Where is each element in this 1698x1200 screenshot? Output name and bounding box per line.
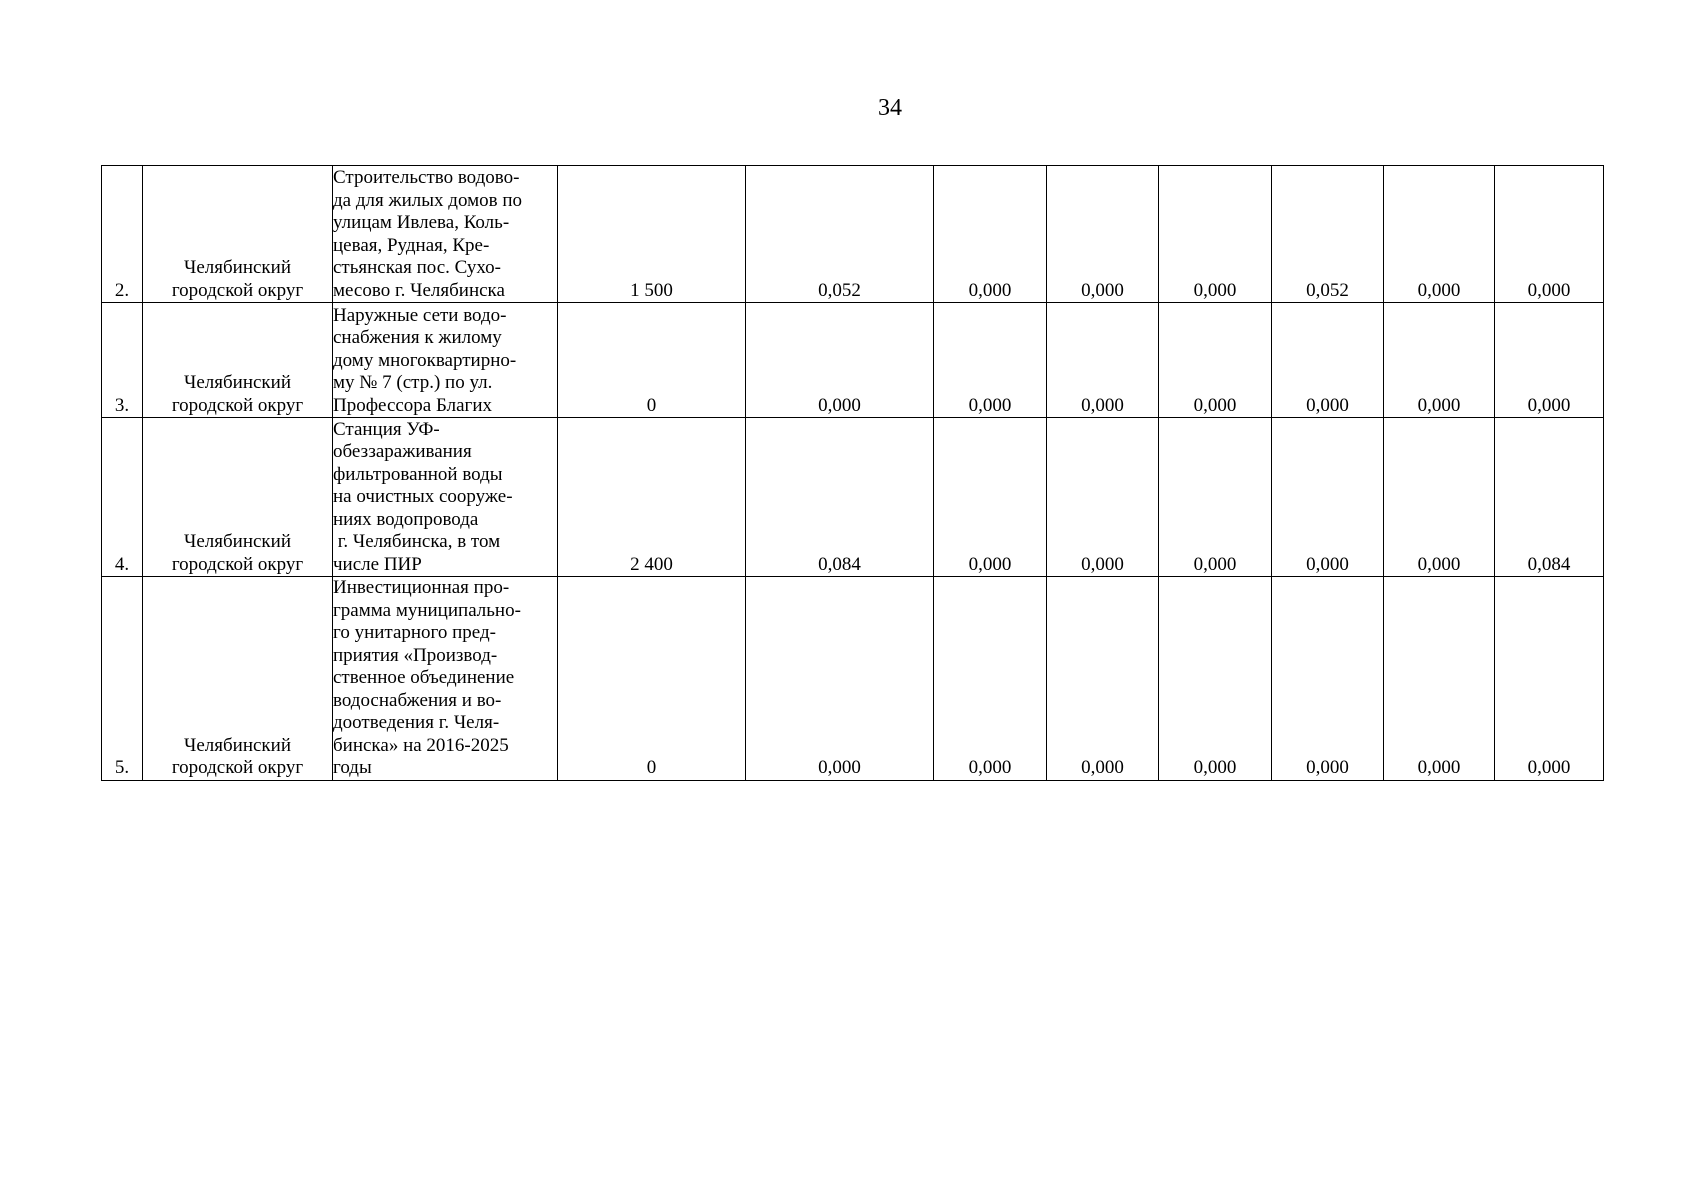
description-line: фильтрованной воды: [333, 463, 503, 485]
description-line: цевая, Рудная, Кре-: [333, 234, 490, 256]
description-line: го унитарного пред-: [333, 622, 496, 643]
value-cell: 0,052: [1272, 166, 1384, 303]
value-cell: 0,052: [746, 166, 934, 303]
description-line: месово г. Челябинска: [333, 279, 505, 301]
value-cell: 2 400: [558, 418, 746, 577]
table-row: [102, 303, 1604, 418]
description-line: ственное объединение: [333, 667, 515, 688]
description-line: дому многоквартирно-: [333, 349, 517, 371]
value-cell: 0,000: [746, 577, 934, 781]
value-cell: 0,084: [746, 418, 934, 577]
value-cell: 0,000: [1272, 418, 1384, 577]
value-cell: 0,000: [1047, 577, 1159, 781]
value-cell: 0,000: [1159, 303, 1272, 418]
row-index: 5.: [102, 577, 143, 781]
description-cell: [333, 303, 558, 418]
description-line: улицам Ивлева, Коль-: [333, 212, 510, 233]
description-line: стьянская пос. Сухо-: [333, 257, 501, 278]
value-cell: 0,000: [1047, 418, 1159, 577]
value-cell: 0,000: [1384, 418, 1495, 577]
region-cell: Челябинский городской округ: [143, 418, 333, 577]
investment-table: [101, 165, 1604, 781]
value-cell: 0,000: [1047, 303, 1159, 418]
table-row: [102, 166, 1604, 303]
value-cell: 0: [558, 577, 746, 781]
value-cell: 0,000: [1384, 577, 1495, 781]
description-line: да для жилых домов по: [333, 189, 522, 211]
description-line: обеззараживания: [333, 441, 472, 462]
page-number: 34: [878, 95, 902, 121]
description-line: ниях водопровода: [333, 508, 479, 530]
region-cell: Челябинский городской округ: [143, 577, 333, 781]
description-line: Станция УФ-: [333, 418, 440, 440]
value-cell: 0,000: [934, 166, 1047, 303]
value-cell: 0,000: [746, 303, 934, 418]
description-line: г. Челябинска, в том: [333, 531, 501, 552]
description-line: водоснабжения и во-: [333, 689, 502, 711]
description-line: Инвестиционная про-: [333, 577, 510, 598]
description-line: грамма муниципально-: [333, 599, 521, 621]
description-line: Наружные сети водо-: [333, 304, 507, 326]
description-cell: [333, 577, 558, 781]
value-cell: 0,000: [934, 577, 1047, 781]
region-cell: Челябинский городской округ: [143, 166, 333, 303]
description-line: снабжения к жилому: [333, 327, 502, 348]
value-cell: 0,000: [1384, 166, 1495, 303]
value-cell: 1 500: [558, 166, 746, 303]
region-cell: Челябинский городской округ: [143, 303, 333, 418]
description-line: приятия «Производ-: [333, 644, 498, 666]
value-cell: 0,000: [1272, 303, 1384, 418]
description-line: бинска» на 2016-2025: [333, 734, 509, 756]
value-cell: 0,000: [1495, 166, 1604, 303]
value-cell: 0,000: [1159, 166, 1272, 303]
table-row: [102, 577, 1604, 781]
description-line: на очистных сооруже-: [333, 486, 513, 507]
description-line: Профессора Благих: [333, 394, 493, 416]
value-cell: 0,000: [1047, 166, 1159, 303]
row-index: 4.: [102, 418, 143, 577]
table-row: [102, 418, 1604, 577]
description-line: числе ПИР: [333, 553, 422, 575]
value-cell: 0,000: [934, 303, 1047, 418]
value-cell: 0,084: [1495, 418, 1604, 577]
value-cell: 0,000: [1384, 303, 1495, 418]
description-cell: [333, 418, 558, 577]
row-index: 2.: [102, 166, 143, 303]
value-cell: 0,000: [1495, 303, 1604, 418]
description-line: му № 7 (стр.) по ул.: [333, 372, 493, 393]
value-cell: 0,000: [1159, 577, 1272, 781]
value-cell: 0: [558, 303, 746, 418]
value-cell: 0,000: [1272, 577, 1384, 781]
description-line: доотведения г. Челя-: [333, 712, 500, 733]
value-cell: 0,000: [1159, 418, 1272, 577]
description-line: Строительство водово-: [333, 167, 520, 188]
value-cell: 0,000: [1495, 577, 1604, 781]
row-index: 3.: [102, 303, 143, 418]
description-line: годы: [333, 757, 372, 778]
description-cell: [333, 166, 558, 303]
value-cell: 0,000: [934, 418, 1047, 577]
